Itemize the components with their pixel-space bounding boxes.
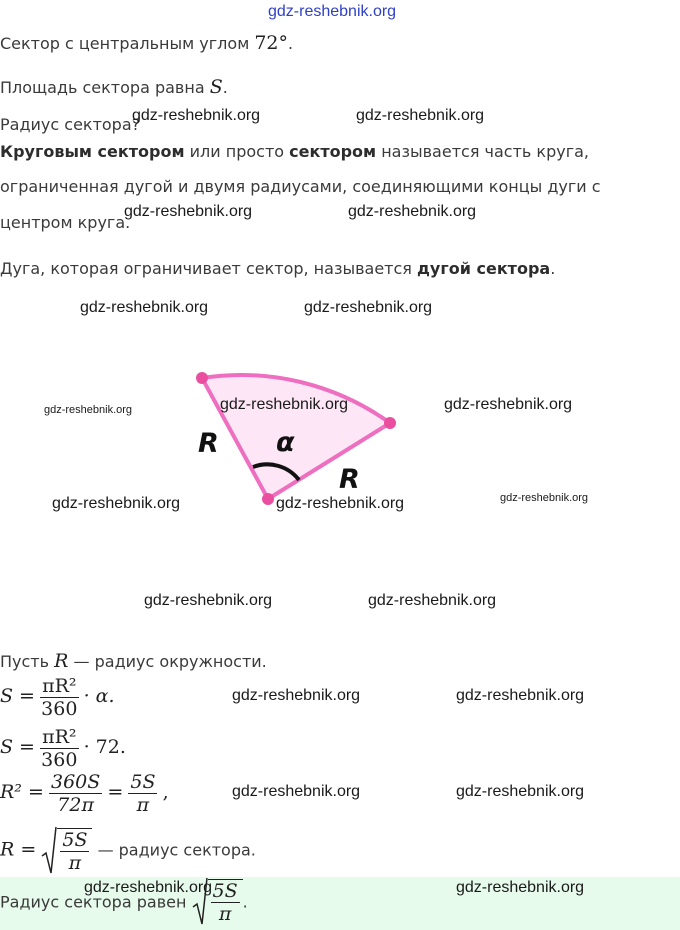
watermark: gdz-reshebnik.org bbox=[44, 404, 133, 416]
eq3-denominator-1: 72π bbox=[57, 794, 94, 816]
watermark: gdz-reshebnik.org bbox=[80, 299, 209, 316]
answer-fraction bbox=[208, 879, 243, 925]
term-circular-sector: Круговым сектором bbox=[0, 142, 185, 161]
watermark: gdz-reshebnik.org bbox=[232, 687, 361, 704]
eq3-numerator-2: 5S bbox=[130, 771, 156, 793]
eq3-fraction-2 bbox=[128, 771, 157, 816]
watermark: gdz-reshebnik.org bbox=[276, 495, 405, 512]
given-angle-text: Сектор с центральным углом bbox=[0, 34, 255, 53]
watermark: gdz-reshebnik.org bbox=[52, 495, 181, 512]
watermark: gdz-reshebnik.org bbox=[84, 879, 213, 896]
watermark: gdz-reshebnik.org bbox=[304, 299, 433, 316]
sector-point-right bbox=[384, 417, 396, 429]
answer-text: Радиус сектора равен bbox=[0, 892, 192, 912]
eq4-sqrt bbox=[41, 826, 92, 876]
period: . bbox=[242, 892, 248, 912]
eq2-lhs: S = bbox=[0, 736, 35, 758]
eq1-fraction bbox=[40, 675, 78, 720]
definition-line-2: ограниченная дугой и двумя радиусами, соединяющими концы дуги с bbox=[0, 177, 601, 196]
period: . bbox=[550, 259, 556, 278]
area-symbol: S bbox=[209, 76, 223, 98]
definition-text: называется часть круга, bbox=[376, 142, 589, 161]
eq1-lhs: S = bbox=[0, 685, 35, 707]
period: . bbox=[222, 78, 228, 97]
watermark: gdz-reshebnik.org bbox=[132, 107, 261, 124]
eq2-numerator: πR² bbox=[42, 726, 77, 748]
angle-value: 72° bbox=[254, 32, 289, 54]
given-line-3: Радиус сектора? bbox=[0, 115, 141, 134]
eq3-numerator-1: 360S bbox=[50, 771, 101, 793]
watermark: gdz-reshebnik.org bbox=[232, 783, 361, 800]
sector-shape bbox=[202, 375, 390, 499]
answer-numerator: 5S bbox=[212, 880, 238, 902]
eq3-tail: , bbox=[162, 781, 169, 803]
solution-let bbox=[0, 651, 267, 672]
radius-symbol: R bbox=[54, 650, 69, 672]
eq4-fraction bbox=[57, 828, 92, 874]
arc-definition-text: Дуга, которая ограничивает сектор, называется bbox=[0, 259, 417, 278]
let-end: — радиус окружности. bbox=[68, 652, 267, 671]
eq2-fraction bbox=[40, 726, 78, 771]
eq3-fraction-1 bbox=[49, 771, 102, 816]
period: . bbox=[288, 34, 294, 53]
angle-label: α bbox=[276, 427, 295, 458]
radius-label-left: R bbox=[198, 428, 219, 459]
equation-1 bbox=[0, 675, 115, 720]
watermark: gdz-reshebnik.org bbox=[124, 203, 253, 220]
watermark: gdz-reshebnik.org bbox=[348, 203, 477, 220]
equation-3 bbox=[0, 771, 169, 816]
watermark: gdz-reshebnik.org bbox=[356, 107, 485, 124]
eq4-lhs: R = bbox=[0, 838, 37, 861]
eq1-denominator: 360 bbox=[41, 698, 78, 720]
eq4-numerator: 5S bbox=[62, 829, 88, 851]
sqrt-sign-icon bbox=[41, 826, 57, 876]
watermark: gdz-reshebnik.org bbox=[220, 396, 349, 413]
sector-point-center bbox=[262, 493, 274, 505]
watermark: gdz-reshebnik.org bbox=[444, 396, 573, 413]
eq2-tail: · 72. bbox=[83, 736, 126, 758]
eq2-denominator: 360 bbox=[41, 749, 78, 771]
answer-denominator: π bbox=[218, 903, 232, 925]
definition-text: или просто bbox=[184, 142, 290, 161]
term-sector: сектором bbox=[289, 142, 377, 161]
radius-label-right: R bbox=[339, 464, 360, 495]
equation-4 bbox=[0, 826, 256, 876]
given-area-text: Площадь сектора равна bbox=[0, 78, 210, 97]
eq3-lhs: R² = bbox=[0, 781, 44, 803]
eq4-denominator: π bbox=[68, 852, 82, 874]
eq4-tail: — радиус сектора. bbox=[97, 840, 256, 860]
watermark: gdz-reshebnik.org bbox=[456, 879, 585, 896]
eq3-denominator-2: π bbox=[136, 794, 150, 816]
equation-2 bbox=[0, 726, 126, 771]
term-sector-arc: дугой сектора bbox=[417, 259, 551, 278]
watermark: gdz-reshebnik.org bbox=[456, 687, 585, 704]
definition-line-3: центром круга. bbox=[0, 213, 131, 232]
watermark: gdz-reshebnik.org bbox=[368, 592, 497, 609]
watermark: gdz-reshebnik.org bbox=[456, 783, 585, 800]
watermark: gdz-reshebnik.org bbox=[500, 492, 589, 504]
eq1-tail: · α. bbox=[83, 685, 115, 707]
sector-point-left bbox=[196, 372, 208, 384]
eq1-numerator: πR² bbox=[42, 675, 77, 697]
eq3-equals: = bbox=[107, 781, 124, 803]
watermark-top: gdz-reshebnik.org bbox=[268, 3, 397, 20]
let-text: Пусть bbox=[0, 652, 55, 671]
watermark: gdz-reshebnik.org bbox=[144, 592, 273, 609]
